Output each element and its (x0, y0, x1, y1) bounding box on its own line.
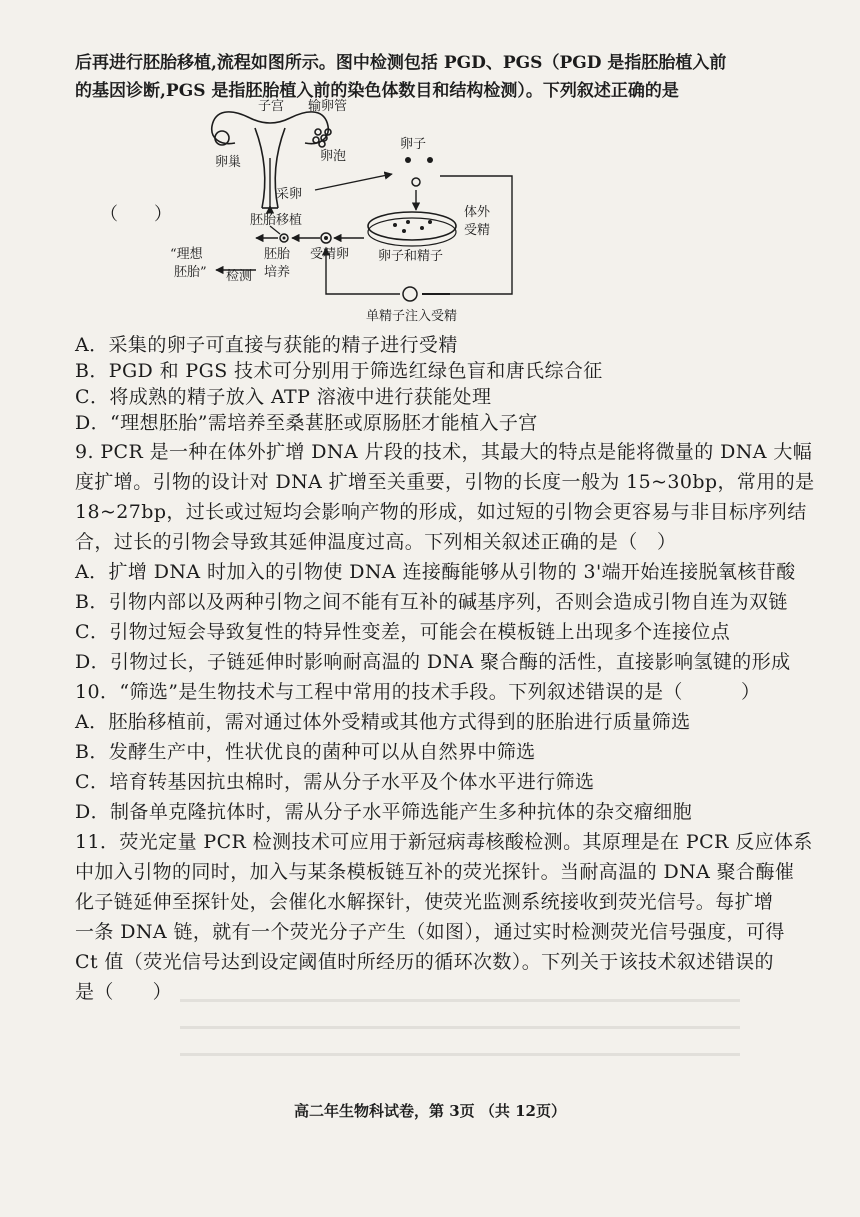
q8-option-a: A．采集的卵子可直接与获能的精子进行受精 (75, 334, 458, 356)
q11-stem-5: Ct 值（荧光信号达到设定阈值时所经历的循环次数）。下列关于该技术叙述错误的 (75, 951, 774, 973)
label-detect: 检测 (226, 269, 253, 284)
q9-option-d: D．引物过长，子链延伸时影响耐高温的 DNA 聚合酶的活性，直接影响氢键的形成 (75, 651, 791, 673)
intro-line-2: 的基因诊断,PGS 是指胚胎植入前的染色体数目和结构检测）。下列叙述正确的是 (75, 81, 679, 101)
q9-option-c: C．引物过短会导致复性的特异性变差，可能会在模板链上出现多个连接位点 (75, 621, 731, 643)
q9-option-a: A．扩增 DNA 时加入的引物使 DNA 连接酶能够从引物的 3'端开始连接脱氧核苷酸 (75, 561, 796, 583)
q11-stem-6: 是（ ） (75, 981, 173, 1003)
label-follicle: 卵泡 (320, 149, 347, 164)
label-ovary: 卵巢 (215, 155, 242, 170)
q8-option-b: B．PGD 和 PGS 技术可分别用于筛选红绿色盲和唐氏综合征 (75, 360, 603, 382)
label-retrieve: 采卵 (276, 187, 303, 202)
label-egg: 卵子 (400, 137, 427, 152)
label-culture-1: 胚胎 (264, 247, 291, 262)
page-footer: 高二年生物科试卷，第 3页 （共 12页） (294, 1102, 566, 1120)
q10-stem: 10．“筛选”是生物技术与工程中常用的技术手段。下列叙述错误的是（ ） (75, 681, 761, 703)
ivf-flow-diagram (160, 98, 520, 328)
q10-option-b: B．发酵生产中，性状优良的菌种可以从自然界中筛选 (75, 741, 536, 763)
q8-option-d: D．“理想胚胎”需培养至桑葚胚或原肠胚才能植入子宫 (75, 412, 538, 434)
q11-stem-2: 中加入引物的同时，加入与某条模板链互补的荧光探针。当耐高温的 DNA 聚合酶催 (75, 861, 795, 883)
q9-stem-1: 9. PCR 是一种在体外扩增 DNA 片段的技术，其最大的特点是能将微量的 DNA 大幅 (75, 441, 813, 463)
label-uterus: 子宫 (258, 99, 285, 114)
label-in-vitro-1: 体外 (464, 205, 491, 220)
answer-bracket: （ ） (100, 204, 172, 225)
q9-stem-4: 合，过长的引物会导致其延伸温度过高。下列相关叙述正确的是（ ） (75, 531, 677, 553)
q10-option-d: D．制备单克隆抗体时，需从分子水平筛选能产生多种抗体的杂交瘤细胞 (75, 801, 693, 823)
q9-stem-3: 18~27bp，过长或过短均会影响产物的形成，如过短的引物会更容易与非目标序列结 (75, 501, 807, 523)
bleed-through (180, 975, 740, 1085)
q11-stem-4: 一条 DNA 链，就有一个荧光分子产生（如图），通过实时检测荧光信号强度，可得 (75, 921, 785, 943)
label-single-sperm: 单精子注入受精 (366, 309, 458, 324)
intro-line-1: 后再进行胚胎移植,流程如图所示。图中检测包括 PGD、PGS（PGD 是指胚胎植入前 (75, 53, 727, 73)
q8-option-c: C．将成熟的精子放入 ATP 溶液中进行获能处理 (75, 386, 492, 408)
label-in-vitro-2: 受精 (464, 223, 491, 238)
q10-option-c: C．培育转基因抗虫棉时，需从分子水平及个体水平进行筛选 (75, 771, 595, 793)
q11-stem-1: 11．荧光定量 PCR 检测技术可应用于新冠病毒核酸检测。其原理是在 PCR 反应体系 (75, 831, 813, 853)
label-egg-and-sperm: 卵子和精子 (378, 249, 444, 264)
label-ideal-1: “理想 (170, 247, 203, 262)
q11-stem-3: 化子链延伸至探针处，会催化水解探针，使荧光监测系统接收到荧光信号。每扩增 (75, 891, 774, 913)
q10-option-a: A．胚胎移植前，需对通过体外受精或其他方式得到的胚胎进行质量筛选 (75, 711, 691, 733)
label-fertilized-egg: 受精卵 (310, 247, 350, 262)
label-embryo-transfer: 胚胎移植 (250, 213, 303, 228)
label-culture-2: 培养 (264, 265, 291, 280)
q9-option-b: B．引物内部以及两种引物之间不能有互补的碱基序列，否则会造成引物自连为双链 (75, 591, 788, 613)
label-ideal-2: 胚胎” (174, 265, 207, 280)
petri-dish (368, 212, 456, 240)
q9-stem-2: 度扩增。引物的设计对 DNA 扩增至关重要，引物的长度一般为 15~30bp，常用的是 (75, 471, 815, 493)
label-oviduct: 输卵管 (308, 99, 348, 114)
